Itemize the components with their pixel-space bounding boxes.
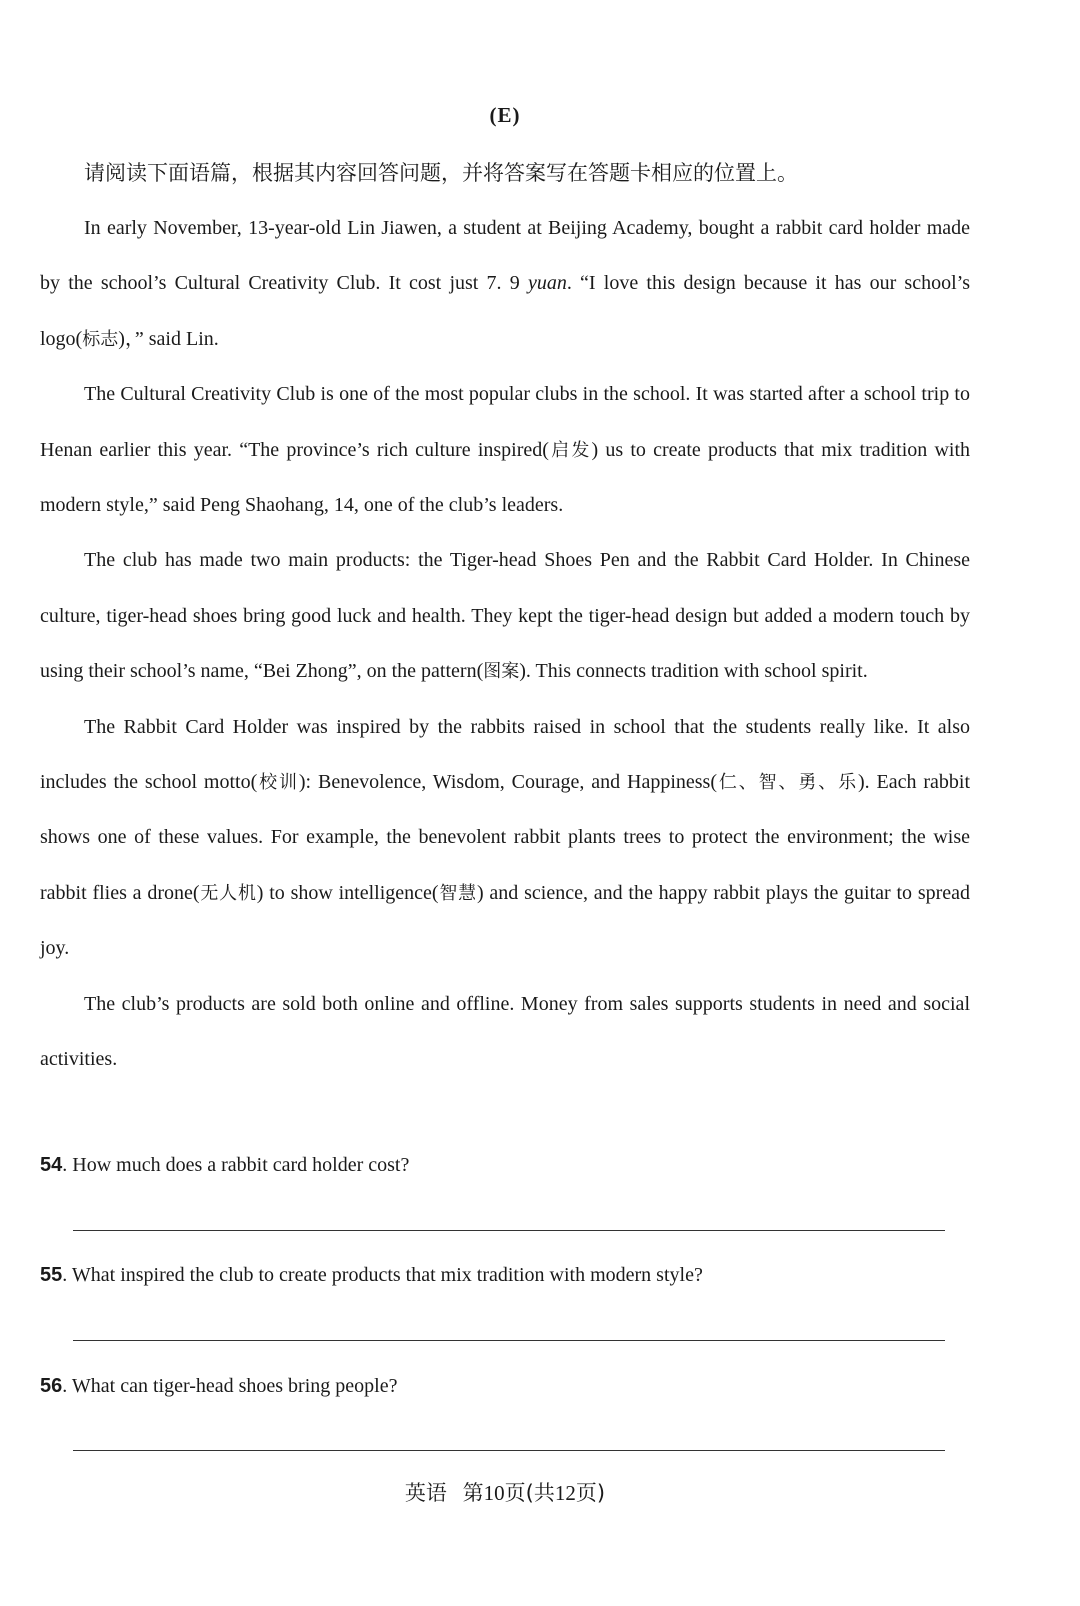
p2-gloss-inspired: 启发 xyxy=(548,439,592,461)
question-text: . What can tiger-head shoes bring people? xyxy=(62,1375,398,1397)
passage-paragraph-5 xyxy=(40,977,970,1088)
p4-gloss-drone: 无人机 xyxy=(199,882,257,904)
reading-passage xyxy=(40,201,970,1088)
answer-line-56[interactable] xyxy=(73,1450,945,1451)
footer-total-pages: 12 xyxy=(554,1481,576,1505)
p1-text-c: . “I love this design because it has our school’s logo( xyxy=(40,272,970,350)
p4-gloss-motto: 校训 xyxy=(257,772,299,794)
p4-text-c: ). Each rabbit shows one of these values. For example, the benevolent rabbit plants trees to protect the environment; the wise rabbit flies a drone( xyxy=(40,771,971,904)
p1-text-d: )，” said Lin. xyxy=(118,327,219,350)
exam-page xyxy=(40,0,970,1606)
p2-text-b: ) us to create products that mix tradition with modern style,” said Peng Shaohang, 14, one of the club’s leaders. xyxy=(40,438,971,517)
question-56 xyxy=(40,1371,970,1401)
p1-currency: yuan xyxy=(527,272,567,295)
question-55 xyxy=(40,1260,970,1290)
question-54 xyxy=(40,1150,970,1180)
p4-text-a: The Rabbit Card Holder was inspired by the rabbits raised in school that the students really like. It also includes the school motto( xyxy=(40,715,970,794)
p3-text-b: ). This connects tradition with school spirit. xyxy=(519,660,868,683)
p3-text-a: The club has made two main products: the Tiger-head Shoes Pen and the Rabbit Card Holder. In Chinese culture, tiger-head shoes bring good luck and health. They kept the tiger-head design but added a modern touch by using their school’s name, “Bei Zhong”, on the pattern( xyxy=(40,549,970,683)
passage-paragraph-2 xyxy=(40,367,970,533)
instruction-text: 请阅读下面语篇，根据其内容回答问题，并将答案写在答题卡相应的位置上。 xyxy=(84,161,798,185)
footer-page-suffix: 页(共 xyxy=(504,1481,555,1505)
p5-text-a: The club’s products are sold both online and offline. Money from sales supports students in need and social activities. xyxy=(40,992,970,1071)
passage-paragraph-4 xyxy=(40,700,970,977)
question-number: 56 xyxy=(40,1375,63,1397)
answer-line-54[interactable] xyxy=(73,1230,945,1231)
p1-gloss-logo: 标志 xyxy=(82,328,119,350)
section-label: (E) xyxy=(489,103,521,127)
p4-gloss-values: 仁、智、勇、乐 xyxy=(716,772,858,794)
answer-line-55[interactable] xyxy=(73,1340,945,1341)
p1-text-a: In early November, 13-year-old Lin Jiawen, a student at Beijing Academy, bought a rabbit card holder made by the school’s Cultural Creativity Club. It cost just 7. 9 xyxy=(40,217,970,295)
p2-text-a: The Cultural Creativity Club is one of the most popular clubs in the school. It was started after a school trip to Henan earlier this year. “The province’s rich culture inspired( xyxy=(40,383,970,461)
p4-text-e: ) and science, and the happy rabbit plays the guitar to spread joy. xyxy=(40,881,971,960)
p4-text-b: ): Benevolence, Wisdom, Courage, and Happiness( xyxy=(298,771,717,794)
question-text: . What inspired the club to create products that mix tradition with modern style? xyxy=(62,1264,703,1286)
p4-text-d: ) to show intelligence( xyxy=(256,881,439,904)
question-text: . How much does a rabbit card holder cost? xyxy=(62,1154,410,1176)
p3-gloss-pattern: 图案 xyxy=(483,661,520,683)
footer-page-number: 10 xyxy=(483,1481,505,1505)
footer-page-prefix: 第 xyxy=(462,1481,484,1505)
footer-subject: 英语 xyxy=(404,1481,447,1505)
footer-total-suffix: 页) xyxy=(575,1481,606,1505)
p4-gloss-intelligence: 智慧 xyxy=(438,882,477,904)
question-number: 55 xyxy=(40,1264,63,1286)
passage-paragraph-3 xyxy=(40,533,970,699)
passage-paragraph-1 xyxy=(40,201,970,367)
page-footer xyxy=(40,1478,970,1508)
question-number: 54 xyxy=(40,1154,63,1176)
